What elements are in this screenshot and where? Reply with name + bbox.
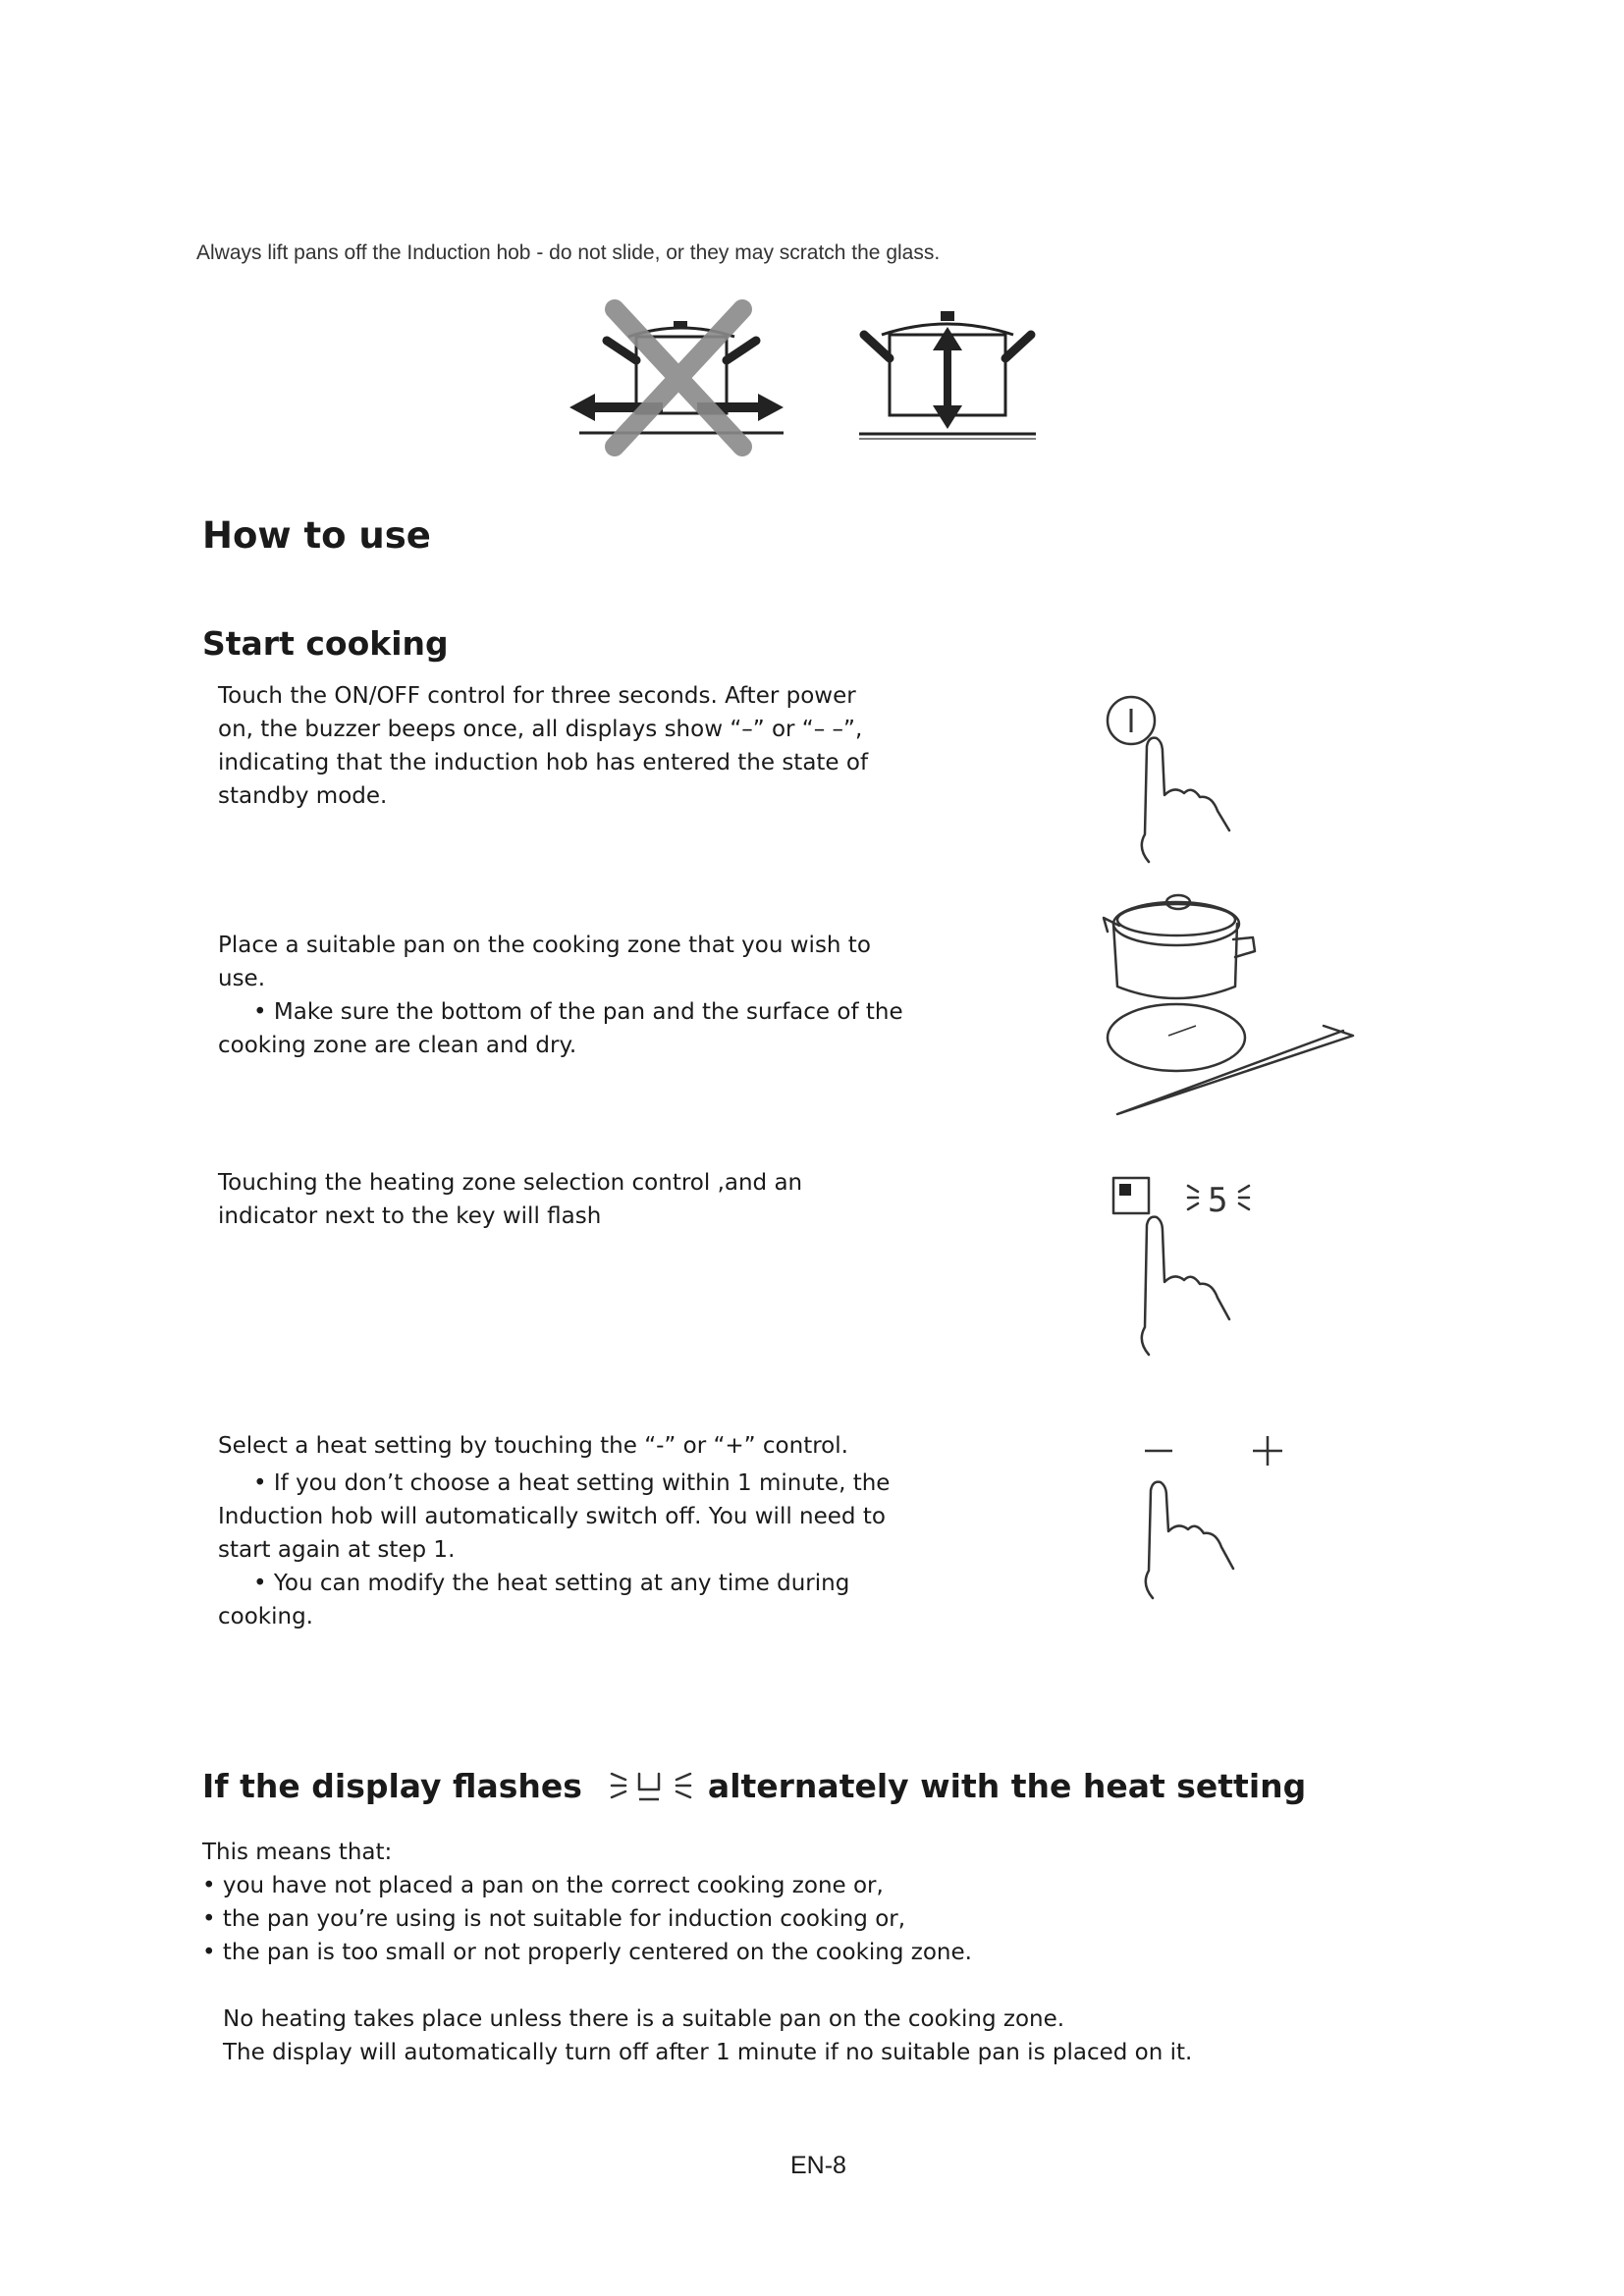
step-2-text: Place a suitable pan on the cooking zone that you wish to use. • Make sure the bottom of the pan and the surface of the cooking zone are clean and dry. [218,933,903,1058]
no-pan-display-icon [610,1766,694,1805]
pan-handle-right [727,341,756,360]
page-number: EN-8 [790,2152,846,2179]
pan-handle-left [864,335,890,358]
pan-on-zone-illustration [1098,888,1363,1124]
section-heading-how-to-use: How to use [202,514,431,557]
flash-right-icon [1239,1186,1249,1209]
onoff-touch-illustration [1098,687,1274,864]
cross-icon [615,309,742,447]
pan-lift-right-illustration [854,299,1051,447]
step-1-text: Touch the ON/OFF control for three seconds. After power on, the buzzer beeps once, all displays show “–” or “– –”, indicating that the induction hob has entered the state of standby mode. [218,683,869,809]
cooking-zone [1108,1004,1245,1071]
pan-handle-left [607,341,636,360]
lift-pans-note: Always lift pans off the Induction hob - do not slide, or they may scratch the glass. [196,241,941,264]
pan-slide-wrong-illustration [560,299,795,456]
flash-display-heading: If the display flashes alternately with the heat setting [202,1766,1307,1805]
list-item: • the pan you’re using is not suitable for induction cooking or, [202,1906,906,1932]
final-notes: No heating takes place unless there is a suitable pan on the cooking zone. The display will automatically turn off after 1 minute if no suitable pan is placed on it. [223,2006,1193,2065]
flash-left-icon [1188,1186,1198,1209]
finger-icon [1146,1482,1233,1598]
step-3-text: Touching the heating zone selection control ,and an indicator next to the key will flash [218,1170,803,1229]
zone-select-touch-illustration [1110,1170,1286,1366]
step-4-text: Select a heat setting by touching the “-” or “+” control. • If you don’t choose a heat setting within 1 minute, the Induction hob will automatically switch off. You will need to start again at step 1. • You can modify the heat setting at any time during cooking. [218,1433,891,1629]
display-digit: 5 [1208,1181,1228,1220]
means-list: This means that: • you have not placed a pan on the correct cooking zone or, • the pan you’re using is not suitable for induction cooking or, • the pan is too small or not properly centered on the cooking zone. [202,1836,972,1969]
list-item: • the pan is too small or not properly centered on the cooking zone. [202,1940,972,1965]
list-item: • you have not placed a pan on the correct cooking zone or, [202,1873,884,1898]
subheading-start-cooking: Start cooking [202,624,449,663]
finger-icon [1142,738,1229,862]
pan-knob [941,311,954,321]
pan-knob [674,321,687,329]
plus-minus-touch-illustration [1139,1429,1316,1606]
finger-icon [1142,1217,1229,1355]
pan-handle-right [1005,335,1031,358]
